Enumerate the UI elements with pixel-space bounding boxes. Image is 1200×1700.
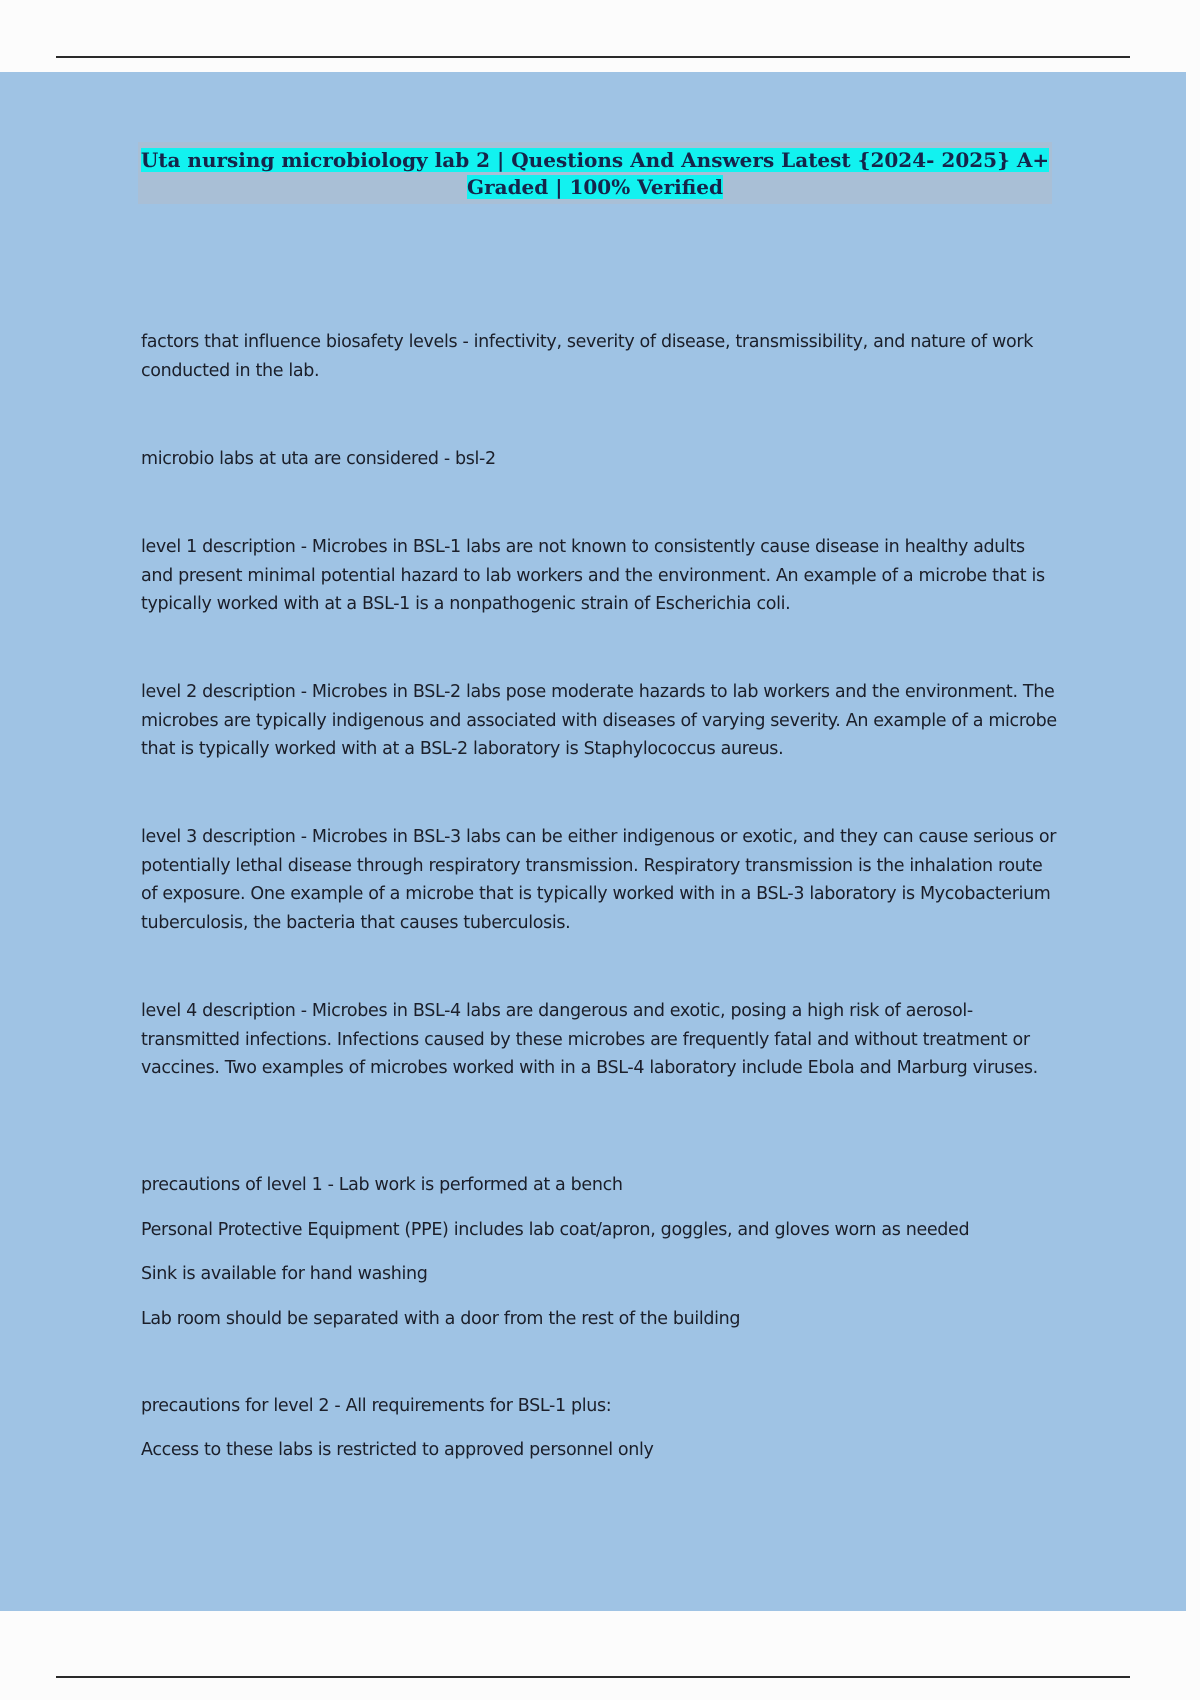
qa-level-4-description: level 4 description - Microbes in BSL-4 labs are dangerous and exotic, posing a high risk of aerosol-transmitted infections. Infections caused by these microbes are frequently fatal and without treatment or vaccines. Two examples of microbes worked with in a BSL-4 laboratory include Ebola and Marburg viruses.: [141, 1001, 1038, 1078]
document-title: [138, 142, 1052, 204]
qa-level-2-description: level 2 description - Microbes in BSL-2 labs pose moderate hazards to lab workers and the environment. The microbes are typically indigenous and associated with diseases of varying severity. An example of a microbe that is typically worked with at a BSL-2 laboratory is Staphylococcus aureus.: [141, 682, 1057, 759]
precaution-door: Lab room should be separated with a door from the rest of the building: [141, 1309, 741, 1329]
qa-level-3-description: level 3 description - Microbes in BSL-3 labs can be either indigenous or exotic, and they can cause serious or potentially lethal disease through respiratory transmission. Respiratory transmission is the inhalation route of exposure. One example of a microbe that is typically worked with in a BSL-3 laboratory is Mycobacterium tuberculosis, the bacteria that causes tuberculosis.: [141, 827, 1057, 933]
qa-level-1-precautions: precautions of level 1 - Lab work is performed at a bench: [141, 1175, 623, 1195]
qa-level-1-description: level 1 description - Microbes in BSL-1 labs are not known to consistently cause disease in healthy adults and present minimal potential hazard to lab workers and the environment. An example of a microbe that is typically worked with at a BSL-1 is a nonpathogenic strain of Escherichia coli.: [141, 537, 1045, 614]
qa-biosafety-factors: factors that influence biosafety levels - infectivity, severity of disease, transmissibility, and nature of work conducted in the lab.: [141, 332, 1033, 381]
qa-level-2-precautions: precautions for level 2 - All requirements for BSL-1 plus:: [141, 1396, 612, 1416]
bottom-divider-line: [56, 1676, 1130, 1678]
precaution-restricted-access: Access to these labs is restricted to approved personnel only: [141, 1440, 654, 1460]
precaution-sink: Sink is available for hand washing: [141, 1264, 428, 1284]
document-title-highlight: Uta nursing microbiology lab 2 | Questions And Answers Latest {2024- 2025} A+ Graded | 100% Verified: [140, 148, 1050, 199]
top-divider-line: [56, 56, 1130, 58]
qa-uta-lab-level: microbio labs at uta are considered - bsl-2: [141, 449, 496, 469]
precaution-ppe: Personal Protective Equipment (PPE) includes lab coat/apron, goggles, and gloves worn as needed: [141, 1220, 970, 1240]
